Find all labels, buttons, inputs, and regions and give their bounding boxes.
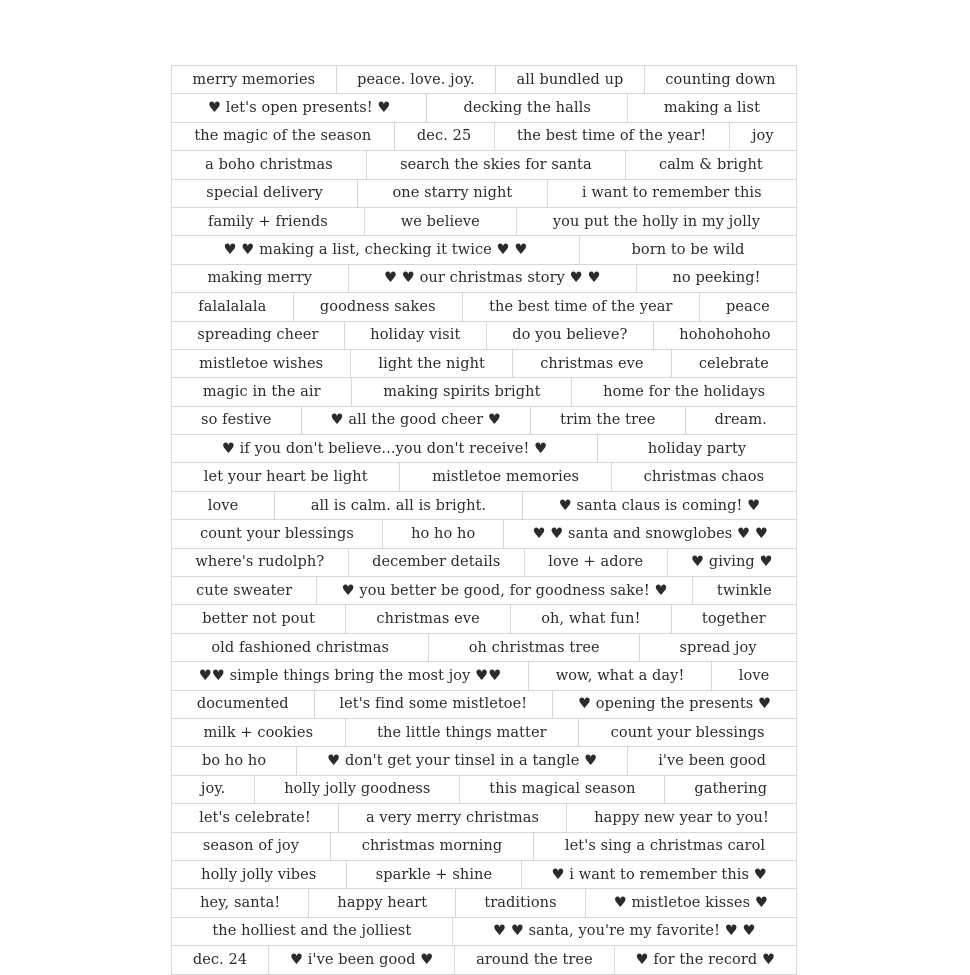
sticker-phrase[interactable]: let's find some mistletoe! bbox=[315, 691, 554, 718]
sticker-phrase[interactable]: season of joy bbox=[172, 833, 331, 860]
sticker-phrase[interactable]: christmas eve bbox=[346, 605, 511, 632]
sticker-phrase[interactable]: mistletoe memories bbox=[400, 463, 611, 490]
sticker-row bbox=[172, 378, 797, 406]
sticker-row bbox=[172, 719, 797, 747]
sticker-phrase[interactable]: i've been good bbox=[628, 747, 797, 774]
sticker-phrase[interactable]: ♥ don't get your tinsel in a tangle ♥ bbox=[297, 747, 628, 774]
sticker-phrase[interactable]: home for the holidays bbox=[572, 378, 797, 405]
sticker-phrase[interactable]: ♥ if you don't believe...you don't receive! ♥ bbox=[172, 435, 598, 462]
sticker-phrase[interactable]: around the tree bbox=[455, 946, 614, 973]
sticker-phrase[interactable]: mistletoe wishes bbox=[172, 350, 351, 377]
sticker-phrase[interactable]: special delivery bbox=[172, 180, 358, 207]
sticker-phrase[interactable]: christmas eve bbox=[513, 350, 672, 377]
sticker-phrase[interactable]: sparkle + shine bbox=[347, 861, 523, 888]
sticker-phrase[interactable]: the best time of the year! bbox=[495, 123, 730, 150]
sticker-phrase[interactable]: where's rudolph? bbox=[172, 549, 349, 576]
sticker-row bbox=[172, 407, 797, 435]
sticker-phrase[interactable]: milk + cookies bbox=[172, 719, 346, 746]
sticker-phrase[interactable]: making spirits bright bbox=[352, 378, 572, 405]
sticker-phrase[interactable]: i want to remember this bbox=[548, 180, 797, 207]
sticker-row bbox=[172, 293, 797, 321]
sticker-phrase[interactable]: ♥ opening the presents ♥ bbox=[553, 691, 797, 718]
sticker-row bbox=[172, 322, 797, 350]
sticker-row bbox=[172, 94, 797, 122]
sticker-phrase[interactable]: dec. 25 bbox=[395, 123, 495, 150]
sticker-phrase[interactable]: gathering bbox=[665, 776, 797, 803]
sticker-row bbox=[172, 804, 797, 832]
sticker-phrase[interactable]: oh christmas tree bbox=[429, 634, 640, 661]
sticker-phrase[interactable]: december details bbox=[349, 549, 525, 576]
sticker-phrase[interactable]: merry memories bbox=[172, 66, 337, 93]
sticker-phrase[interactable]: we believe bbox=[365, 208, 517, 235]
sticker-row bbox=[172, 492, 797, 520]
sticker-sheet bbox=[171, 65, 797, 975]
sticker-row bbox=[172, 634, 797, 662]
sticker-phrase[interactable]: ♥ all the good cheer ♥ bbox=[302, 407, 532, 434]
sticker-phrase[interactable]: joy bbox=[730, 123, 797, 150]
sticker-row bbox=[172, 66, 797, 94]
sticker-phrase[interactable]: twinkle bbox=[693, 577, 797, 604]
sticker-phrase[interactable]: peace bbox=[700, 293, 797, 320]
sticker-phrase[interactable]: light the night bbox=[351, 350, 513, 377]
sticker-row bbox=[172, 180, 797, 208]
sticker-phrase[interactable]: a boho christmas bbox=[172, 151, 367, 178]
sticker-phrase[interactable]: happy heart bbox=[309, 889, 456, 916]
sticker-phrase[interactable]: holiday party bbox=[598, 435, 797, 462]
sticker-phrase[interactable]: together bbox=[672, 605, 797, 632]
sticker-phrase[interactable]: celebrate bbox=[672, 350, 797, 377]
sticker-phrase[interactable]: hohohohoho bbox=[654, 322, 797, 349]
sticker-phrase[interactable]: you put the holly in my jolly bbox=[517, 208, 797, 235]
sticker-phrase[interactable]: ♥ ♥ santa and snowglobes ♥ ♥ bbox=[504, 520, 797, 547]
sticker-phrase[interactable]: love bbox=[712, 662, 797, 689]
sticker-phrase[interactable]: spreading cheer bbox=[172, 322, 345, 349]
sticker-phrase[interactable]: love bbox=[172, 492, 275, 519]
sticker-phrase[interactable]: do you believe? bbox=[487, 322, 654, 349]
sticker-phrase[interactable]: ♥ ♥ our christmas story ♥ ♥ bbox=[349, 265, 638, 292]
sticker-phrase[interactable]: let's sing a christmas carol bbox=[534, 833, 797, 860]
sticker-phrase[interactable]: wow, what a day! bbox=[529, 662, 712, 689]
sticker-phrase[interactable]: making a list bbox=[628, 94, 797, 121]
sticker-phrase[interactable]: all bundled up bbox=[496, 66, 645, 93]
sticker-phrase[interactable]: christmas chaos bbox=[612, 463, 797, 490]
sticker-phrase[interactable]: hey, santa! bbox=[172, 889, 309, 916]
sticker-row bbox=[172, 889, 797, 917]
sticker-phrase[interactable]: count your blessings bbox=[172, 520, 383, 547]
sticker-row bbox=[172, 691, 797, 719]
sticker-phrase[interactable]: falalalala bbox=[172, 293, 294, 320]
sticker-phrase[interactable]: ♥ mistletoe kisses ♥ bbox=[586, 889, 797, 916]
sticker-phrase[interactable]: spread joy bbox=[640, 634, 797, 661]
sticker-phrase[interactable]: so festive bbox=[172, 407, 302, 434]
sticker-phrase[interactable]: decking the halls bbox=[427, 94, 627, 121]
sticker-phrase[interactable]: let's celebrate! bbox=[172, 804, 339, 831]
sticker-phrase[interactable]: ♥ ♥ santa, you're my favorite! ♥ ♥ bbox=[453, 918, 797, 945]
sticker-phrase[interactable]: ♥ i want to remember this ♥ bbox=[522, 861, 797, 888]
sticker-phrase[interactable]: ♥ for the record ♥ bbox=[615, 946, 797, 973]
sticker-row bbox=[172, 605, 797, 633]
sticker-phrase[interactable]: dream. bbox=[686, 407, 798, 434]
sticker-phrase[interactable]: ♥ ♥ making a list, checking it twice ♥ ♥ bbox=[172, 236, 580, 263]
sticker-row bbox=[172, 236, 797, 264]
sticker-phrase[interactable]: love + adore bbox=[525, 549, 668, 576]
sticker-row bbox=[172, 549, 797, 577]
sticker-phrase[interactable]: ♥ santa claus is coming! ♥ bbox=[523, 492, 797, 519]
sticker-row bbox=[172, 776, 797, 804]
sticker-phrase[interactable]: let your heart be light bbox=[172, 463, 400, 490]
sticker-phrase[interactable]: all is calm. all is bright. bbox=[275, 492, 523, 519]
sticker-phrase[interactable]: count your blessings bbox=[579, 719, 797, 746]
sticker-phrase[interactable]: ♥ i've been good ♥ bbox=[269, 946, 455, 973]
sticker-phrase[interactable]: peace. love. joy. bbox=[337, 66, 496, 93]
sticker-phrase[interactable]: one starry night bbox=[358, 180, 547, 207]
sticker-phrase[interactable]: trim the tree bbox=[531, 407, 685, 434]
sticker-phrase[interactable]: bo ho ho bbox=[172, 747, 297, 774]
sticker-row bbox=[172, 662, 797, 690]
sticker-phrase[interactable]: cute sweater bbox=[172, 577, 317, 604]
sticker-phrase[interactable]: joy. bbox=[172, 776, 255, 803]
sticker-phrase[interactable]: the best time of the year bbox=[463, 293, 700, 320]
sticker-phrase[interactable]: holly jolly goodness bbox=[255, 776, 460, 803]
sticker-row bbox=[172, 208, 797, 236]
sticker-phrase[interactable]: ♥ you better be good, for goodness sake! ♥ bbox=[317, 577, 692, 604]
sticker-phrase[interactable]: old fashioned christmas bbox=[172, 634, 429, 661]
sticker-phrase[interactable]: ♥ let's open presents! ♥ bbox=[172, 94, 427, 121]
sticker-row bbox=[172, 577, 797, 605]
sticker-phrase[interactable]: this magical season bbox=[460, 776, 665, 803]
sticker-row bbox=[172, 833, 797, 861]
sticker-phrase[interactable]: magic in the air bbox=[172, 378, 352, 405]
sticker-phrase[interactable]: holly jolly vibes bbox=[172, 861, 347, 888]
sticker-phrase[interactable]: calm & bright bbox=[626, 151, 797, 178]
sticker-phrase[interactable]: better not pout bbox=[172, 605, 346, 632]
sticker-phrase[interactable]: goodness sakes bbox=[294, 293, 463, 320]
sticker-phrase[interactable]: the little things matter bbox=[346, 719, 580, 746]
sticker-row bbox=[172, 747, 797, 775]
sticker-phrase[interactable]: born to be wild bbox=[580, 236, 797, 263]
sticker-row bbox=[172, 861, 797, 889]
sticker-row bbox=[172, 520, 797, 548]
sticker-phrase[interactable]: christmas morning bbox=[331, 833, 534, 860]
sticker-phrase[interactable]: search the skies for santa bbox=[367, 151, 626, 178]
sticker-phrase[interactable]: family + friends bbox=[172, 208, 365, 235]
sticker-row bbox=[172, 151, 797, 179]
sticker-phrase[interactable]: making merry bbox=[172, 265, 349, 292]
sticker-row bbox=[172, 463, 797, 491]
sticker-row bbox=[172, 946, 797, 974]
sticker-phrase[interactable]: happy new year to you! bbox=[567, 804, 797, 831]
sticker-phrase[interactable]: documented bbox=[172, 691, 315, 718]
sticker-row bbox=[172, 350, 797, 378]
sticker-phrase[interactable]: traditions bbox=[456, 889, 585, 916]
sticker-phrase[interactable]: dec. 24 bbox=[172, 946, 269, 973]
sticker-phrase[interactable]: oh, what fun! bbox=[511, 605, 672, 632]
sticker-row bbox=[172, 265, 797, 293]
sticker-phrase[interactable]: no peeking! bbox=[637, 265, 797, 292]
sticker-row bbox=[172, 918, 797, 946]
sticker-phrase[interactable]: counting down bbox=[645, 66, 797, 93]
sticker-phrase[interactable]: ho ho ho bbox=[383, 520, 504, 547]
sticker-phrase[interactable]: ♥♥ simple things bring the most joy ♥♥ bbox=[172, 662, 529, 689]
sticker-row bbox=[172, 123, 797, 151]
sticker-phrase[interactable]: the holliest and the jolliest bbox=[172, 918, 453, 945]
sticker-phrase[interactable]: ♥ giving ♥ bbox=[668, 549, 797, 576]
sticker-phrase[interactable]: a very merry christmas bbox=[339, 804, 567, 831]
sticker-row bbox=[172, 435, 797, 463]
sticker-phrase[interactable]: the magic of the season bbox=[172, 123, 395, 150]
sticker-phrase[interactable]: holiday visit bbox=[345, 322, 487, 349]
